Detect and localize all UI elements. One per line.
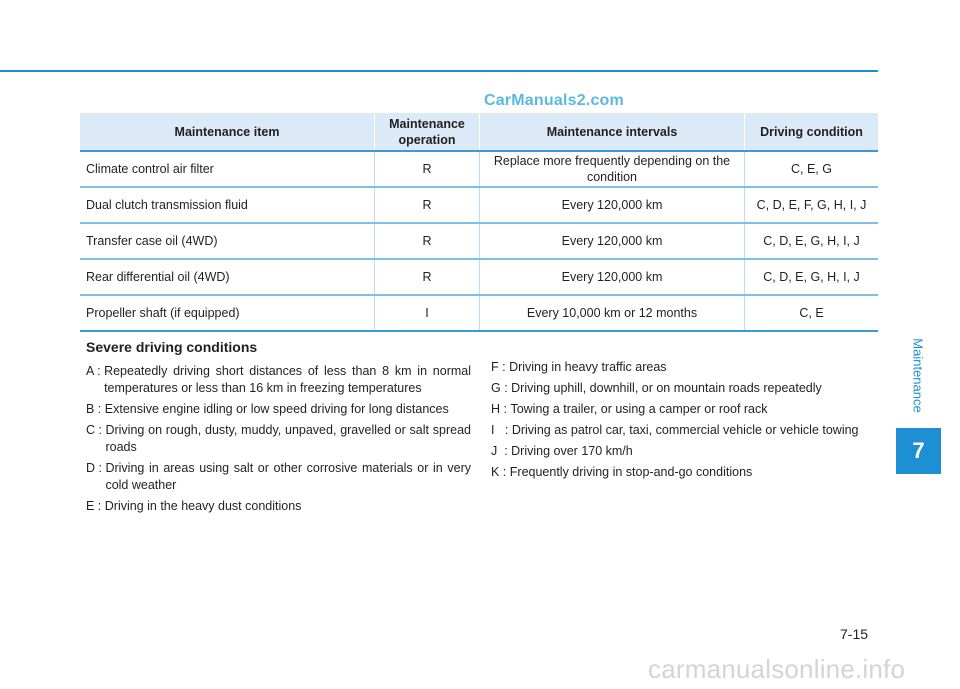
condition-code: H :	[491, 402, 511, 416]
cell-interval: Every 120,000 km	[480, 223, 745, 259]
condition-text: Driving as patrol car, taxi, commercial vehicle or vehicle towing	[511, 423, 859, 437]
condition-text: Repeatedly driving short distances of less than 8 km in normal temperatures or less than 16 km in freezing temperatures	[104, 364, 471, 395]
condition-item	[491, 464, 879, 481]
condition-text: Driving in the heavy dust conditions	[104, 499, 302, 513]
table-row	[80, 223, 878, 259]
condition-code: J :	[491, 444, 512, 458]
cell-item: Rear differential oil (4WD)	[80, 259, 375, 295]
chapter-number-tab: 7	[896, 428, 941, 474]
cell-interval: Every 10,000 km or 12 months	[480, 295, 745, 331]
condition-code: G :	[491, 381, 512, 395]
condition-item	[491, 443, 879, 460]
condition-text: Extensive engine idling or low speed driving for long distances	[104, 402, 449, 416]
maintenance-table	[80, 113, 878, 332]
condition-text: Driving in heavy traffic areas	[509, 360, 667, 374]
condition-code: I :	[491, 423, 512, 437]
table-row	[80, 295, 878, 331]
condition-item	[86, 363, 471, 397]
cell-condition: C, E	[745, 295, 879, 331]
condition-code: D :	[86, 461, 106, 475]
cell-operation: I	[375, 295, 480, 331]
condition-item	[491, 359, 879, 376]
condition-code: E :	[86, 499, 105, 513]
page-number: 7-15	[840, 626, 869, 642]
condition-item	[491, 380, 879, 397]
watermark-top[interactable]: CarManuals2.com	[484, 92, 624, 109]
cell-operation: R	[375, 151, 480, 187]
cell-condition: C, D, E, G, H, I, J	[745, 259, 879, 295]
cell-item: Dual clutch transmission fluid	[80, 187, 375, 223]
condition-code: C :	[86, 423, 106, 437]
cell-item: Transfer case oil (4WD)	[80, 223, 375, 259]
table-row	[80, 259, 878, 295]
condition-code: A :	[86, 364, 105, 378]
condition-item	[86, 422, 471, 456]
cell-operation: R	[375, 187, 480, 223]
cell-operation: R	[375, 223, 480, 259]
condition-text: Frequently driving in stop-and-go conditions	[509, 465, 753, 479]
cell-interval: Every 120,000 km	[480, 187, 745, 223]
cell-item: Climate control air filter	[80, 151, 375, 187]
table-row	[80, 187, 878, 223]
watermark-bottom[interactable]: carmanualsonline.info	[648, 654, 906, 684]
cell-condition: C, E, G	[745, 151, 879, 187]
severe-conditions-title: Severe driving conditions	[86, 339, 258, 355]
condition-text: Driving over 170 km/h	[511, 444, 633, 458]
condition-item	[491, 422, 879, 439]
cell-operation: R	[375, 259, 480, 295]
condition-code: F :	[491, 360, 510, 374]
condition-code: B :	[86, 402, 105, 416]
condition-item	[86, 460, 471, 494]
header-maintenance-intervals: Maintenance intervals	[480, 113, 745, 151]
table-row	[80, 151, 878, 187]
top-divider	[0, 70, 878, 72]
chapter-side-label-text: Maintenance	[910, 337, 926, 413]
severe-conditions-left	[86, 363, 471, 519]
table-header-row	[80, 113, 878, 151]
condition-text: Driving uphill, downhill, or on mountain roads repeatedly	[511, 381, 822, 395]
cell-condition: C, D, E, F, G, H, I, J	[745, 187, 879, 223]
cell-item: Propeller shaft (if equipped)	[80, 295, 375, 331]
condition-text: Towing a trailer, or using a camper or roof rack	[510, 402, 768, 416]
cell-condition: C, D, E, G, H, I, J	[745, 223, 879, 259]
condition-item	[491, 401, 879, 418]
cell-interval: Replace more frequently depending on the condition	[480, 151, 745, 187]
cell-interval: Every 120,000 km	[480, 259, 745, 295]
condition-text: Driving in areas using salt or other corrosive materials or in very cold weather	[105, 461, 471, 492]
header-maintenance-item: Maintenance item	[80, 113, 375, 151]
chapter-side-label	[896, 330, 940, 420]
condition-text: Driving on rough, dusty, muddy, unpaved, gravelled or salt spread roads	[105, 423, 471, 454]
header-driving-condition: Driving condition	[745, 113, 879, 151]
condition-code: K :	[491, 465, 510, 479]
severe-conditions-right	[491, 359, 879, 485]
condition-item	[86, 498, 471, 515]
condition-item	[86, 401, 471, 418]
header-maintenance-operation: Maintenance operation	[375, 113, 480, 151]
